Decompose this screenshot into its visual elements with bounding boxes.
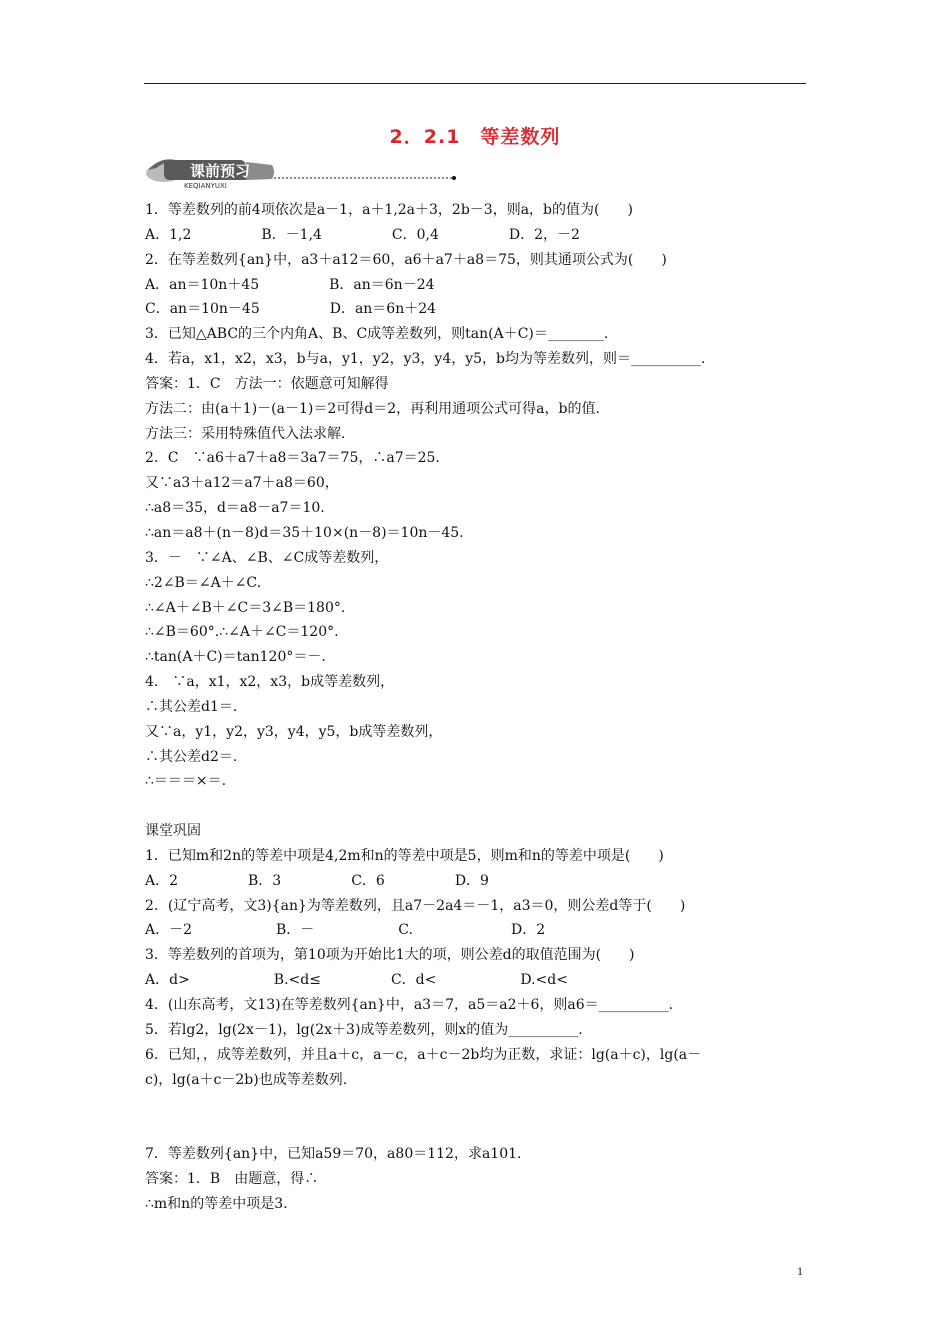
text-line: ∴an＝a8＋(n－8)d＝35＋10×(n－8)＝10n－45. (145, 524, 464, 541)
text-line: 1．等差数列的前4项依次是a－1，a＋1,2a＋3，2b－3，则a，b的值为( ) (145, 202, 633, 218)
text-line: A．an＝10n＋45 B．an＝6n－24 (145, 276, 435, 293)
text-line: 2．(辽宁高考，文3){an}为等差数列，且a7－2a4＝－1，a3＝0，则公差d等于( ) (145, 897, 686, 914)
text-line: 4．(山东高考，文13)在等差数列{an}中，a3＝7，a5＝a2＋6，则a6＝__________. (145, 997, 674, 1013)
text-line: 3．已知△ABC的三个内角A、B、C成等差数列，则tan(A＋C)＝________. (145, 326, 609, 343)
banner-sublabel: KEQIANYUXI (184, 182, 227, 190)
section-banner (142, 150, 462, 190)
text-line: A．2 B．3 C．6 D．9 (145, 872, 489, 889)
blank-line (145, 1092, 813, 1117)
banner-graphic (142, 150, 462, 190)
text-line: 答案：1．B 由题意，得∴ (145, 1170, 319, 1187)
text-line: ∴∠A＋∠B＋∠C＝3∠B＝180°. (145, 599, 346, 616)
text-line: C．an＝10n－45 D．an＝6n＋24 (145, 301, 437, 318)
text-line: 又∵a，y1，y2，y3，y4，y5，b成等差数列， (145, 723, 443, 740)
text-line: 2．C ∵a6＋a7＋a8＝3a7＝75，∴a7＝25. (145, 450, 440, 467)
text-line: A．d> B.<d≤ C．d< D.<d< (145, 972, 568, 989)
text-line: 方法二：由(a＋1)－(a－1)＝2可得d＝2，再利用通项公式可得a，b的值. (145, 400, 600, 417)
text-line: 答案：1．C 方法一：依题意可知解得 (145, 375, 389, 392)
text-line: A．1,2 B．－1,4 C．0,4 D．2，－2 (145, 226, 580, 243)
page-title: 2．2.1 等差数列 (389, 126, 561, 148)
text-line: A．－2 B．－ C. D．2 (145, 922, 546, 939)
text-line: ∴tan(A＋C)＝tan120°＝－. (145, 649, 326, 666)
text-line: ∴a8＝35，d＝a8－a7＝10. (145, 500, 325, 517)
blank-line (145, 794, 813, 819)
text-line: ∴2∠B＝∠A＋∠C. (145, 574, 262, 591)
text-line: 4．若a，x1，x2，x3，b与a，y1，y2，y3，y4，y5，b均为等差数列，则＝__________. (145, 351, 706, 368)
text-line: ∴＝＝＝×＝. (145, 773, 227, 790)
text-line: 7．等差数列{an}中，已知a59＝70，a80＝112，求a101. (145, 1146, 522, 1163)
text-line: ∴m和n的等差中项是3. (145, 1195, 288, 1212)
text-line: ∴∠B＝60°.∴∠A＋∠C＝120°. (145, 624, 339, 641)
text-line: 2．在等差数列{an}中，a3＋a12＝60，a6＋a7＋a8＝75，则其通项公式为( ) (145, 251, 667, 268)
text-line: 4. ∵a，x1，x2，x3，b成等差数列， (145, 674, 395, 691)
page-number: 1 (797, 1264, 803, 1278)
text-line: 6．已知，，成等差数列，并且a＋c，a－c，a＋c－2b均为正数，求证：lg(a＋c)，lg(a－ (145, 1046, 702, 1063)
blank-line (145, 1117, 813, 1142)
text-line: 方法三：采用特殊值代入法求解. (145, 425, 346, 442)
text-line: 1．已知m和2n的等差中项是4,2m和n的等差中项是5，则m和n的等差中项是( ) (145, 847, 664, 864)
text-line: c)，lg(a＋c－2b)也成等差数列. (145, 1071, 348, 1088)
text-line: ∴其公差d1＝. (145, 698, 238, 715)
text-line: 又∵a3＋a12＝a7＋a8＝60， (145, 475, 339, 492)
text-line: 3．－ ∵∠A、∠B、∠C成等差数列， (145, 549, 389, 566)
text-line: 课堂巩固 (145, 823, 201, 840)
header-rule (144, 83, 806, 84)
banner-label: 课前预习 (190, 162, 251, 180)
text-line: 3．等差数列的首项为，第10项为开始比1大的项，则公差d的取值范围为( ) (145, 947, 635, 964)
text-line: ∴其公差d2＝. (145, 748, 238, 765)
document-body (145, 198, 813, 1217)
text-line: 5．若lg2，lg(2x－1)，lg(2x＋3)成等差数列，则x的值为__________. (145, 1021, 583, 1038)
